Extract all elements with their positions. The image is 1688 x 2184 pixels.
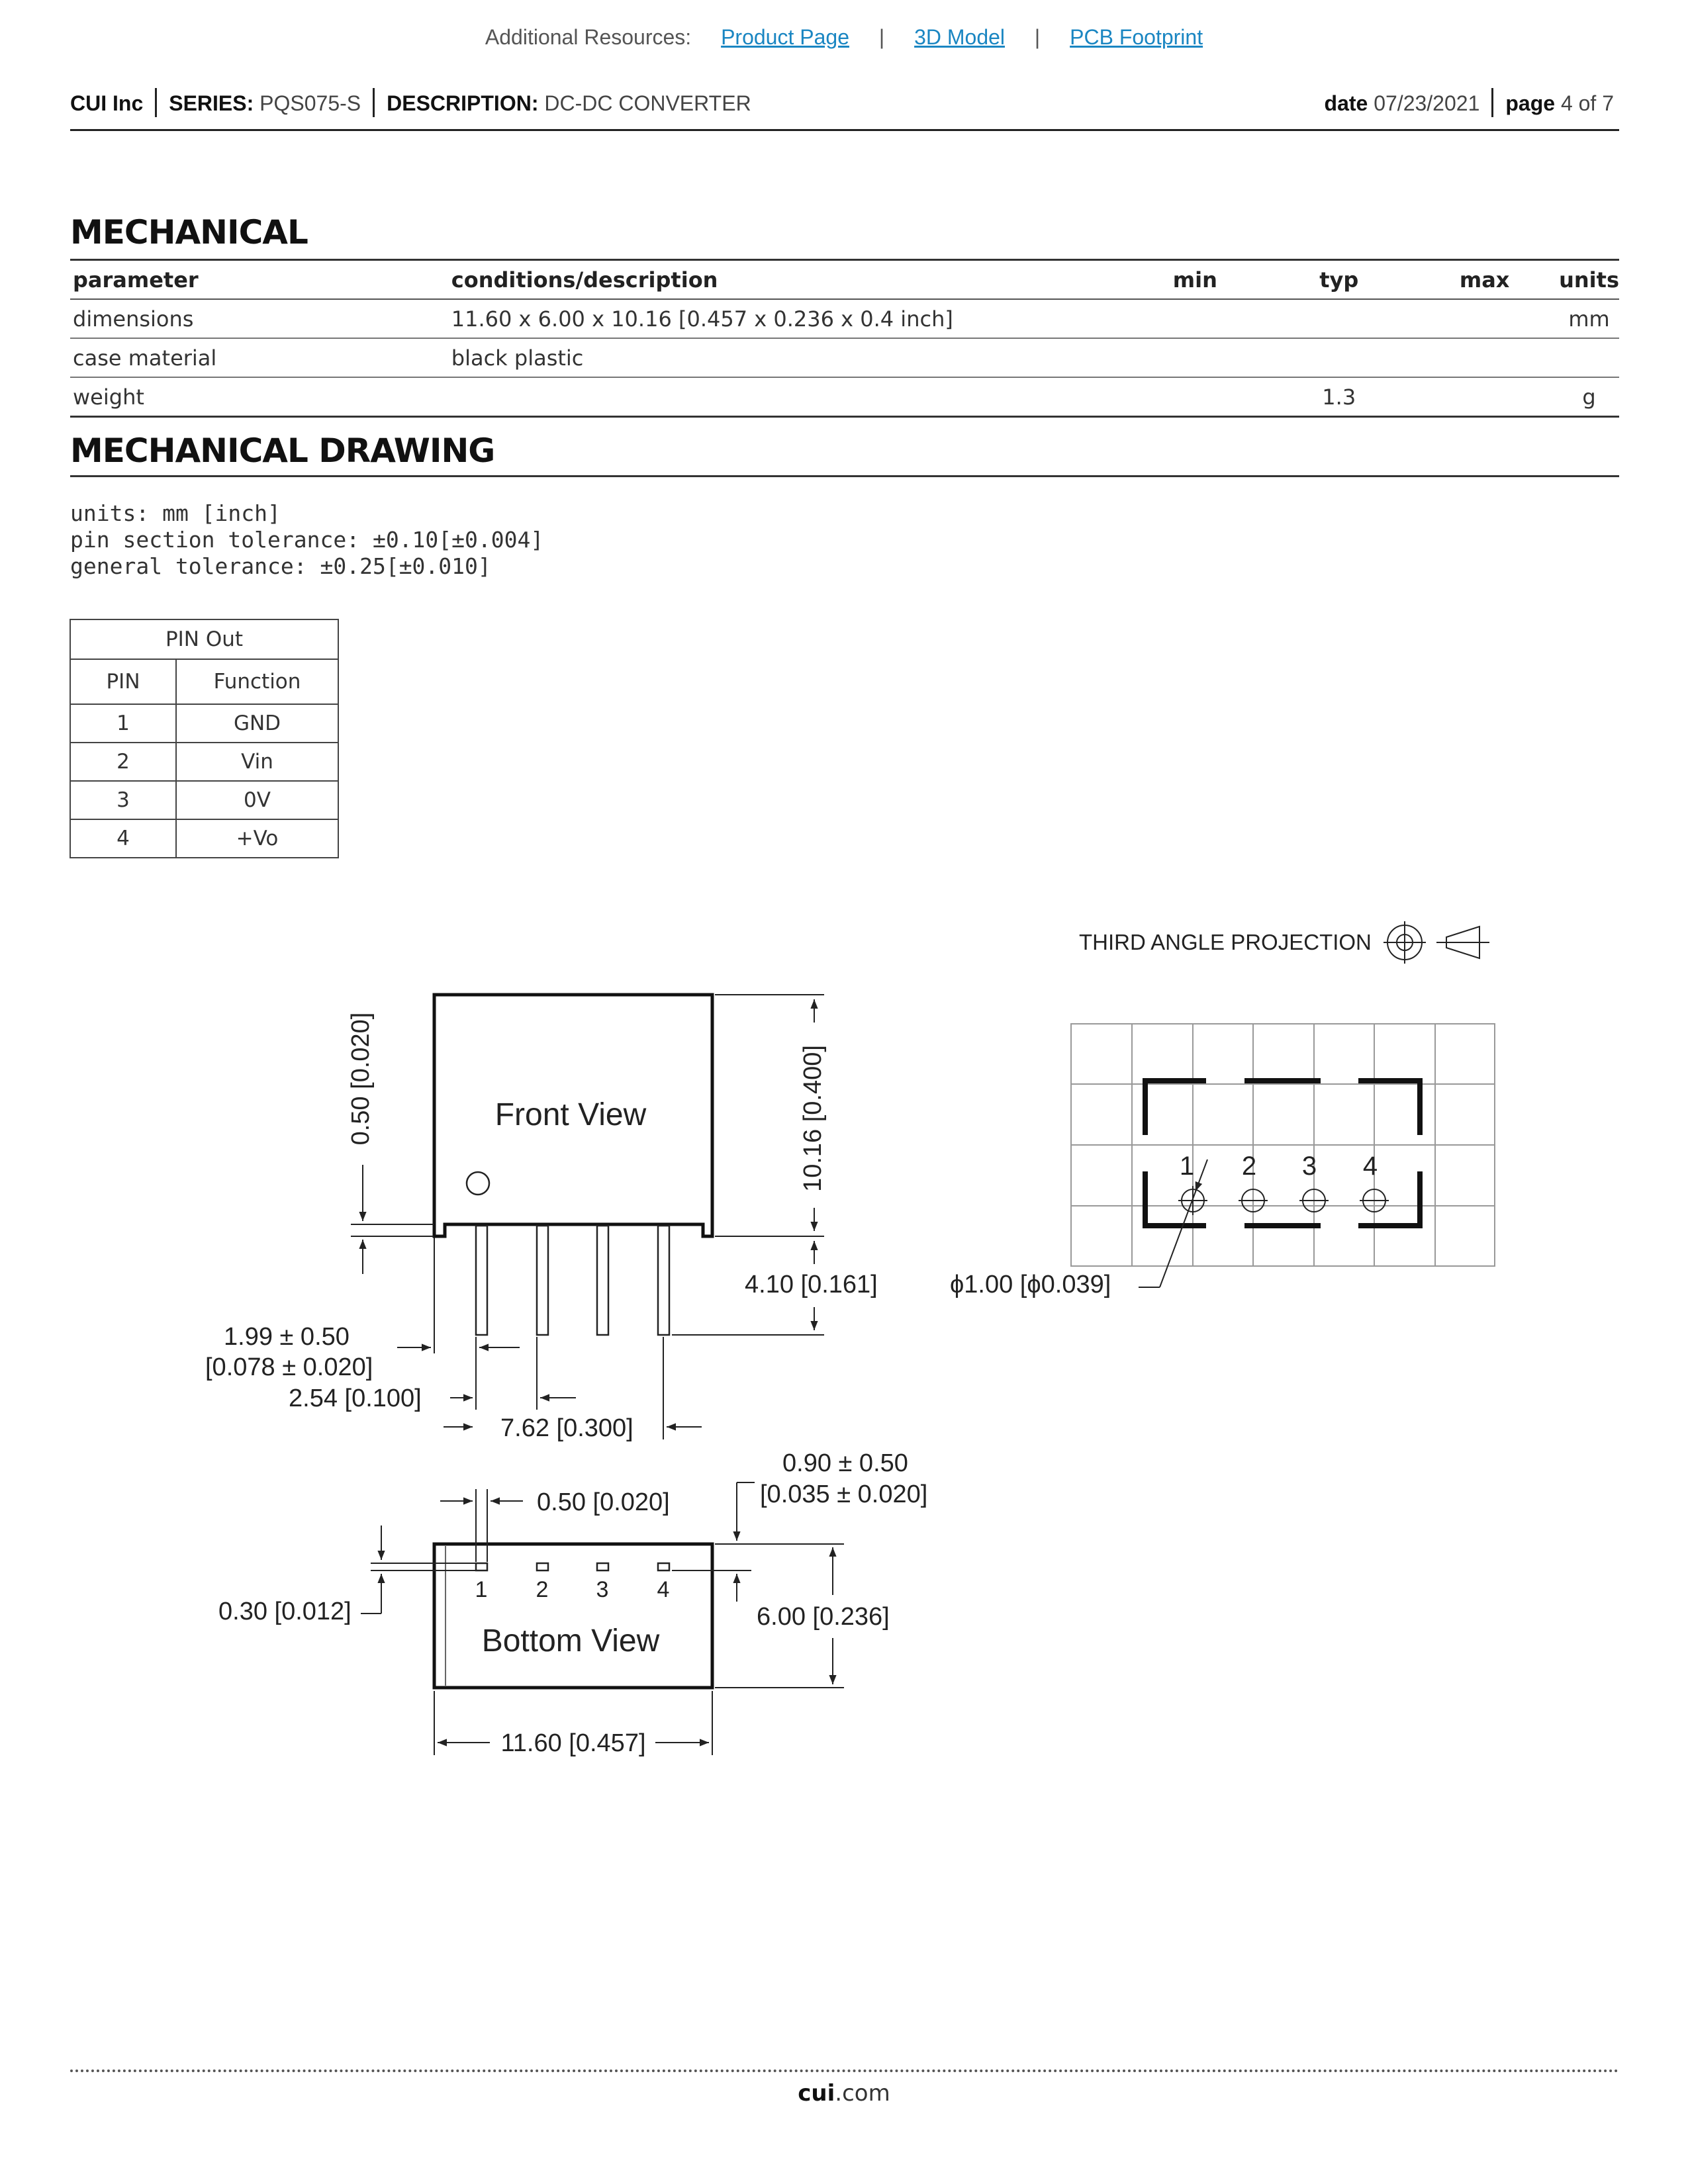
col-units: units bbox=[1559, 260, 1619, 300]
pcb-pin-number: 1 bbox=[1179, 1152, 1195, 1181]
footer-brand: cui bbox=[798, 2080, 835, 2107]
cell: 1.3 bbox=[1268, 377, 1410, 417]
pin1-marker bbox=[467, 1172, 489, 1195]
bottom-view bbox=[218, 1449, 927, 1757]
footer bbox=[0, 2080, 1688, 2107]
dim-pin-length-label: 4.10 [0.161] bbox=[745, 1271, 878, 1298]
col-min: min bbox=[1122, 260, 1268, 300]
pcb-layout-grid bbox=[950, 1024, 1495, 1298]
pin-number: 1 bbox=[70, 704, 176, 743]
front-view-label: Front View bbox=[494, 1097, 647, 1132]
dim-edge-label-2: [0.078 ± 0.020] bbox=[205, 1353, 373, 1381]
cell: weight bbox=[70, 377, 449, 417]
page-label: page bbox=[1505, 91, 1556, 115]
col-max: max bbox=[1410, 260, 1559, 300]
cell: case material bbox=[70, 338, 449, 377]
bottom-view-label: Bottom View bbox=[481, 1623, 660, 1659]
footer-domain: .com bbox=[835, 2080, 890, 2107]
dim-height-label: 10.16 [0.400] bbox=[799, 1045, 827, 1192]
series-label: SERIES: bbox=[169, 91, 254, 115]
pin-number: 3 bbox=[70, 781, 176, 819]
pin-holes bbox=[1178, 1186, 1389, 1215]
3d-model-link[interactable]: 3D Model bbox=[914, 25, 1006, 49]
series-value: PQS075-S bbox=[259, 91, 361, 115]
dim-length-label: 11.60 [0.457] bbox=[500, 1729, 646, 1757]
resources-label: Additional Resources: bbox=[485, 25, 692, 49]
cell: 11.60 x 6.00 x 10.16 [0.457 x 0.236 x 0.4 inch] bbox=[449, 299, 1123, 338]
col-typ: typ bbox=[1268, 260, 1410, 300]
pcb-footprint-link[interactable]: PCB Footprint bbox=[1070, 25, 1203, 49]
bottom-pin-number: 2 bbox=[536, 1577, 549, 1602]
note-general-tolerance: general tolerance: ±0.25[±0.010] bbox=[70, 553, 491, 579]
col-parameter: parameter bbox=[70, 260, 449, 300]
pin-function: Vin bbox=[176, 743, 338, 781]
function-header: Function bbox=[176, 659, 338, 704]
pin-function: 0V bbox=[176, 781, 338, 819]
pins bbox=[476, 1226, 669, 1335]
footer-divider bbox=[70, 2070, 1619, 2072]
pin-number: 2 bbox=[70, 743, 176, 781]
resources-separator: | bbox=[878, 25, 885, 49]
dim-span-label: 7.62 [0.300] bbox=[500, 1414, 633, 1442]
page-value: 4 of 7 bbox=[1560, 91, 1614, 115]
note-pin-tolerance: pin section tolerance: ±0.10[±0.004] bbox=[70, 527, 544, 553]
resources-separator: | bbox=[1034, 25, 1041, 49]
dim-side-label-2: [0.035 ± 0.020] bbox=[760, 1480, 928, 1508]
date-label: date bbox=[1324, 91, 1368, 115]
dim-side-label-1: 0.90 ± 0.50 bbox=[782, 1449, 908, 1477]
mechanical-title: MECHANICAL bbox=[70, 213, 308, 251]
front-view bbox=[205, 995, 878, 1442]
dim-step-label: 0.50 [0.020] bbox=[347, 1012, 375, 1146]
dim-edge-label-1: 1.99 ± 0.50 bbox=[224, 1323, 350, 1351]
dim-pin-depth-label: 0.30 [0.012] bbox=[218, 1598, 352, 1625]
note-units: units: mm [inch] bbox=[70, 500, 281, 526]
company-name: CUI Inc bbox=[70, 91, 144, 115]
date-value: 07/23/2021 bbox=[1374, 91, 1480, 115]
third-angle-projection-icon bbox=[1383, 921, 1489, 964]
bottom-pin-number: 3 bbox=[596, 1577, 609, 1602]
description-label: DESCRIPTION: bbox=[387, 91, 539, 115]
dim-hole-label: ϕ1.00 [ϕ0.039] bbox=[950, 1271, 1111, 1298]
bottom-pin-number: 1 bbox=[475, 1577, 488, 1602]
col-conditions: conditions/description bbox=[449, 260, 1123, 300]
pcb-pin-number: 3 bbox=[1301, 1152, 1317, 1181]
pcb-pin-number: 4 bbox=[1362, 1152, 1378, 1181]
pin-header: PIN bbox=[70, 659, 176, 704]
pin-number: 4 bbox=[70, 819, 176, 858]
projection-label: THIRD ANGLE PROJECTION bbox=[1079, 930, 1372, 954]
description-value: DC-DC CONVERTER bbox=[544, 91, 751, 115]
cell: mm bbox=[1559, 299, 1619, 338]
product-page-link[interactable]: Product Page bbox=[721, 25, 849, 49]
pin-function: GND bbox=[176, 704, 338, 743]
mechanical-drawing-title: MECHANICAL DRAWING bbox=[70, 432, 495, 470]
dim-pin-width-label: 0.50 [0.020] bbox=[537, 1488, 670, 1516]
cell: g bbox=[1559, 377, 1619, 417]
pcb-pin-number: 2 bbox=[1241, 1152, 1257, 1181]
cell: black plastic bbox=[449, 338, 1123, 377]
dim-pitch-label: 2.54 [0.100] bbox=[289, 1385, 422, 1412]
dim-depth-label: 6.00 [0.236] bbox=[757, 1603, 890, 1631]
cell: dimensions bbox=[70, 299, 449, 338]
pin-table-title: PIN Out bbox=[70, 619, 338, 659]
pin-function: +Vo bbox=[176, 819, 338, 858]
bottom-pin-number: 4 bbox=[657, 1577, 670, 1602]
